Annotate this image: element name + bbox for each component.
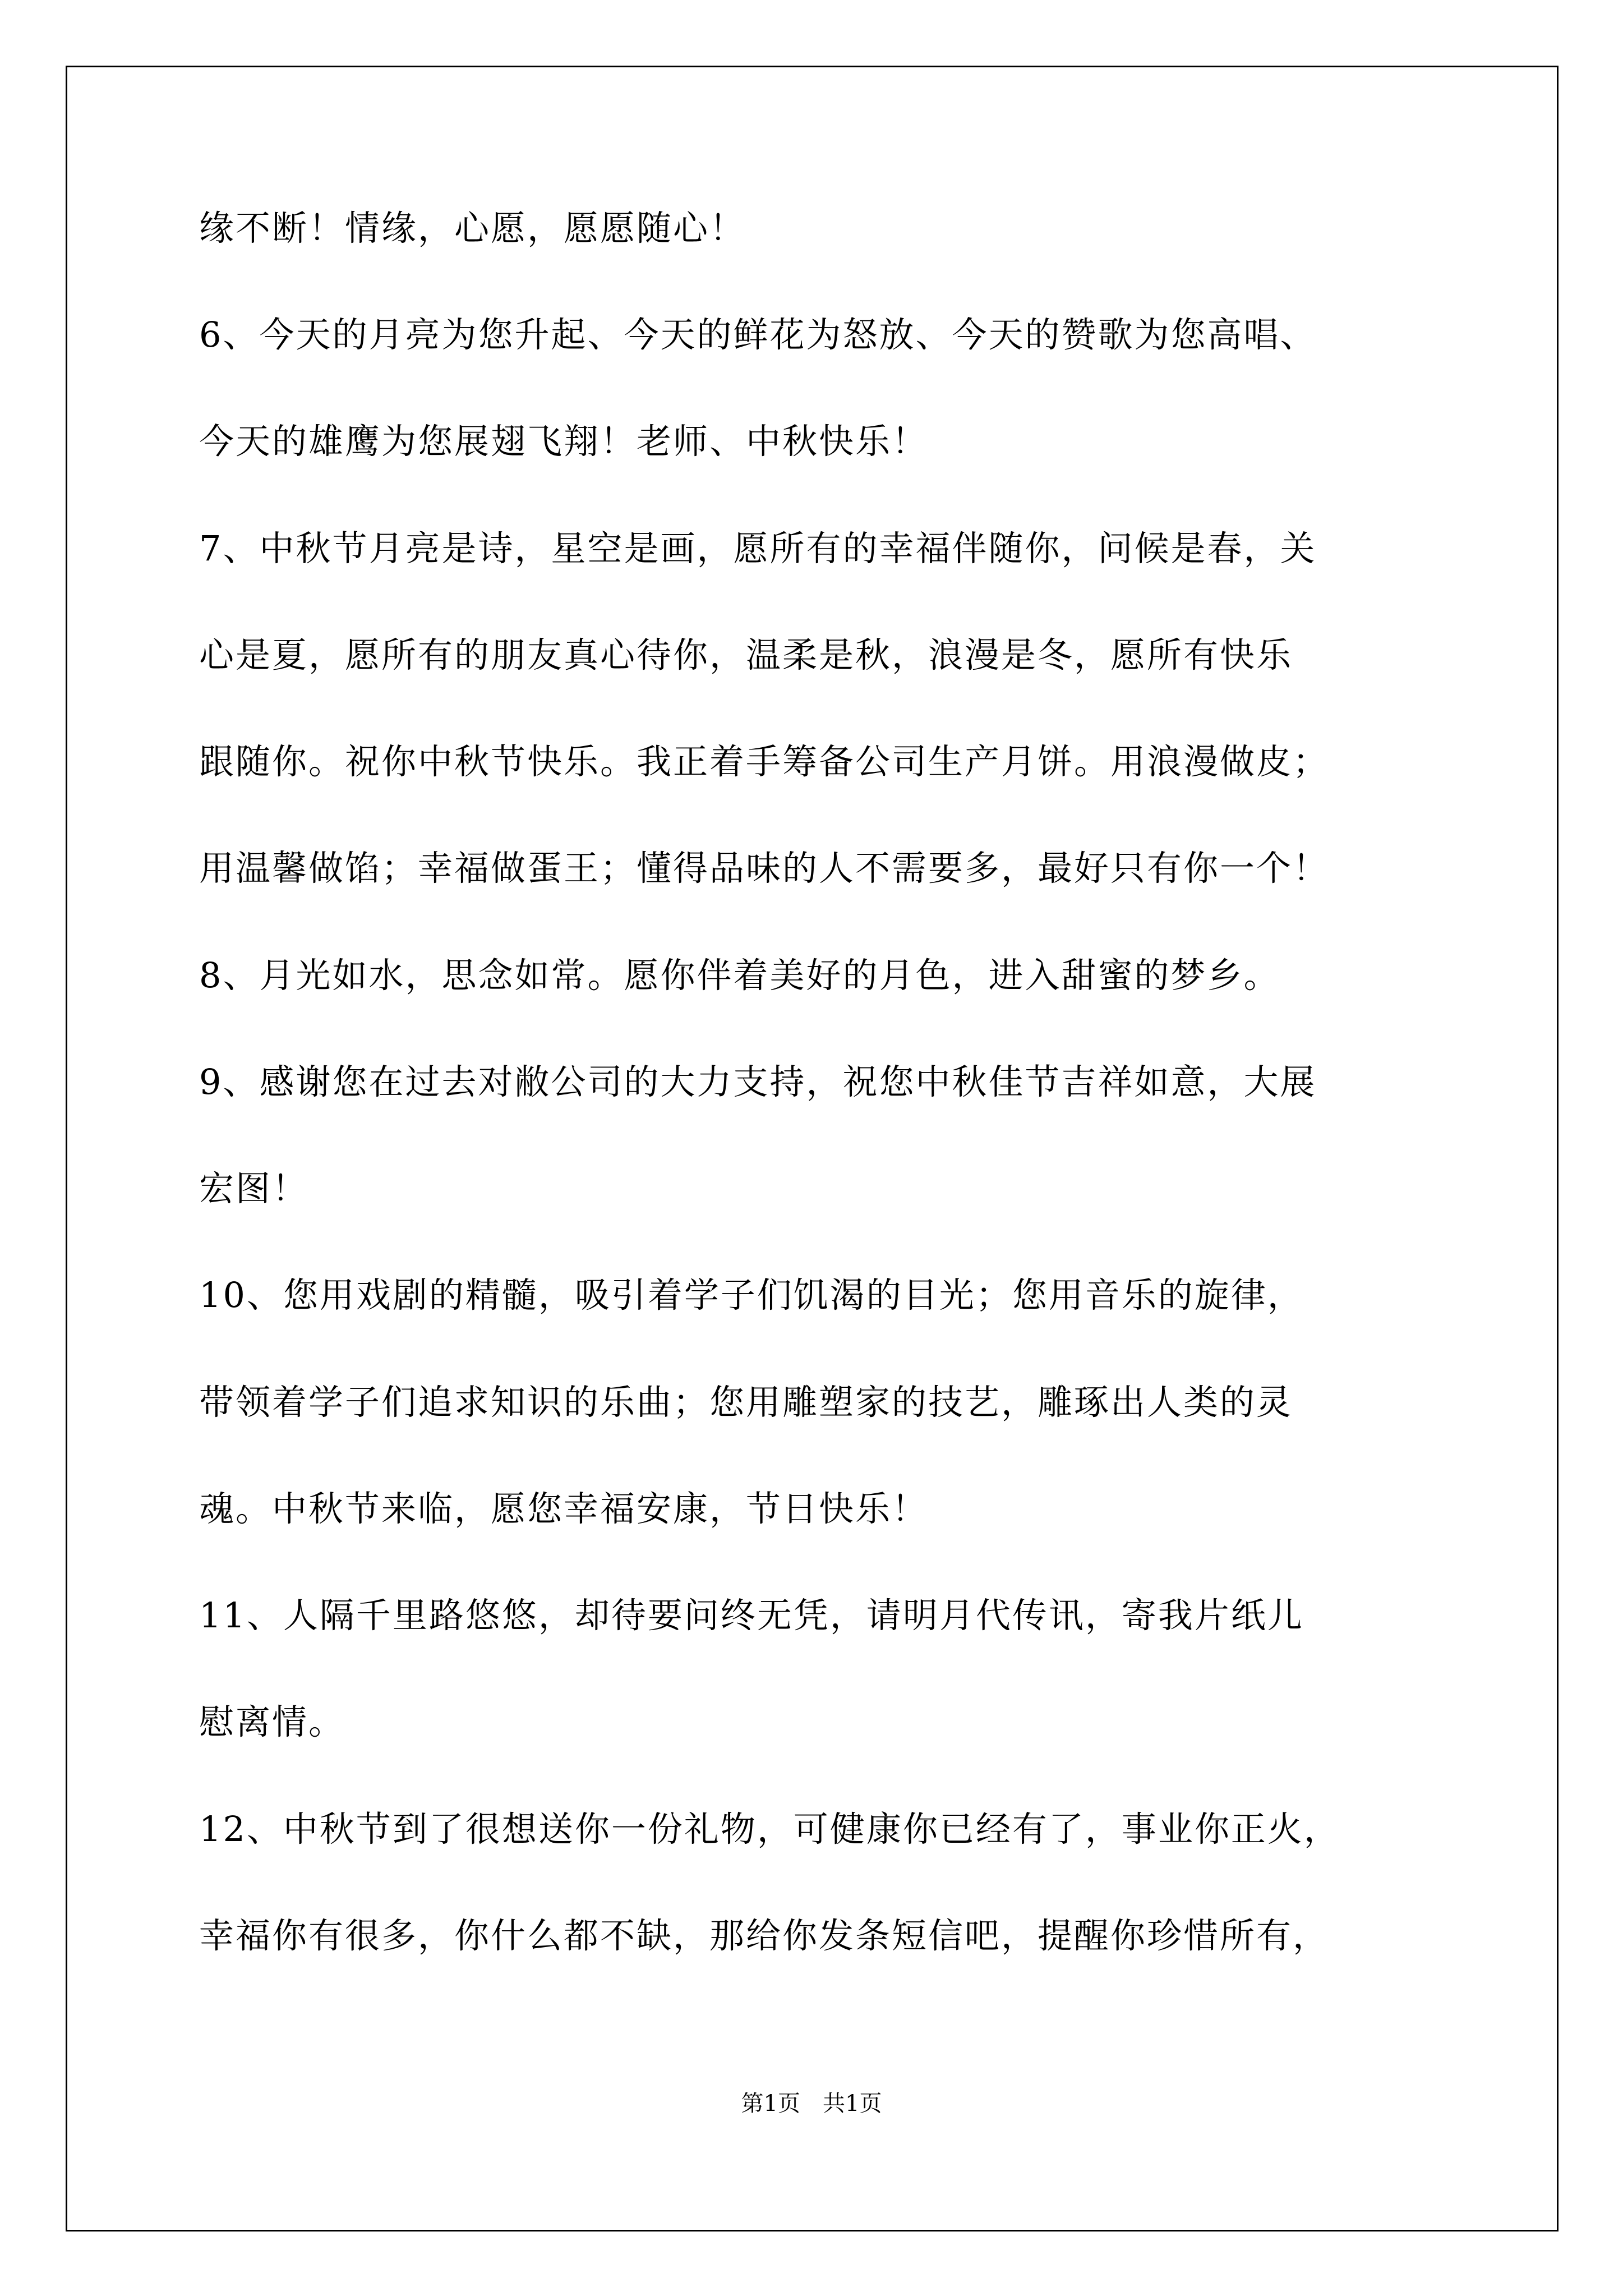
page-border bbox=[66, 66, 1559, 2231]
text-line: 8、月光如水，思念如常。愿你伴着美好的月色，进入甜蜜的梦乡。 bbox=[199, 955, 1280, 996]
text-line: 心是夏，愿所有的朋友真心待你，温柔是秋，浪漫是冬，愿所有快乐 bbox=[199, 634, 1293, 675]
text-line: 7、中秋节月亮是诗，星空是画，愿所有的幸福伴随你，问候是春，关 bbox=[199, 528, 1317, 569]
text-line: 11、人隔千里路悠悠，却待要问终无凭，请明月代传讯，寄我片纸儿 bbox=[199, 1595, 1304, 1636]
text-line: 宏图！ bbox=[199, 1168, 309, 1209]
text-line: 6、今天的月亮为您升起、今天的鲜花为怒放、今天的赞歌为您高唱、 bbox=[199, 314, 1317, 355]
text-line: 魂。中秋节来临，愿您幸福安康，节日快乐！ bbox=[199, 1488, 929, 1529]
text-line: 幸福你有很多，你什么都不缺，那给你发条短信吧，提醒你珍惜所有， bbox=[199, 1915, 1330, 1956]
text-line: 带领着学子们追求知识的乐曲；您用雕塑家的技艺，雕琢出人类的灵 bbox=[199, 1382, 1293, 1423]
text-line: 今天的雄鹰为您展翅飞翔！老师、中秋快乐！ bbox=[199, 421, 929, 462]
text-line: 12、中秋节到了很想送你一份礼物，可健康你已经有了，事业你正火， bbox=[199, 1809, 1340, 1849]
text-line: 10、您用戏剧的精髓，吸引着学子们饥渴的目光；您用音乐的旋律， bbox=[199, 1274, 1304, 1315]
page-footer: 第1页 共1页 bbox=[741, 2091, 882, 2116]
text-line: 缘不断！情缘，心愿，愿愿随心！ bbox=[199, 208, 746, 249]
text-line: 慰离情。 bbox=[199, 1701, 345, 1742]
text-line: 9、感谢您在过去对敝公司的大力支持，祝您中秋佳节吉祥如意，大展 bbox=[199, 1061, 1317, 1102]
text-line: 用温馨做馅；幸福做蛋王；懂得品味的人不需要多，最好只有你一个！ bbox=[199, 848, 1330, 889]
text-line: 跟随你。祝你中秋节快乐。我正着手筹备公司生产月饼。用浪漫做皮； bbox=[199, 741, 1330, 782]
